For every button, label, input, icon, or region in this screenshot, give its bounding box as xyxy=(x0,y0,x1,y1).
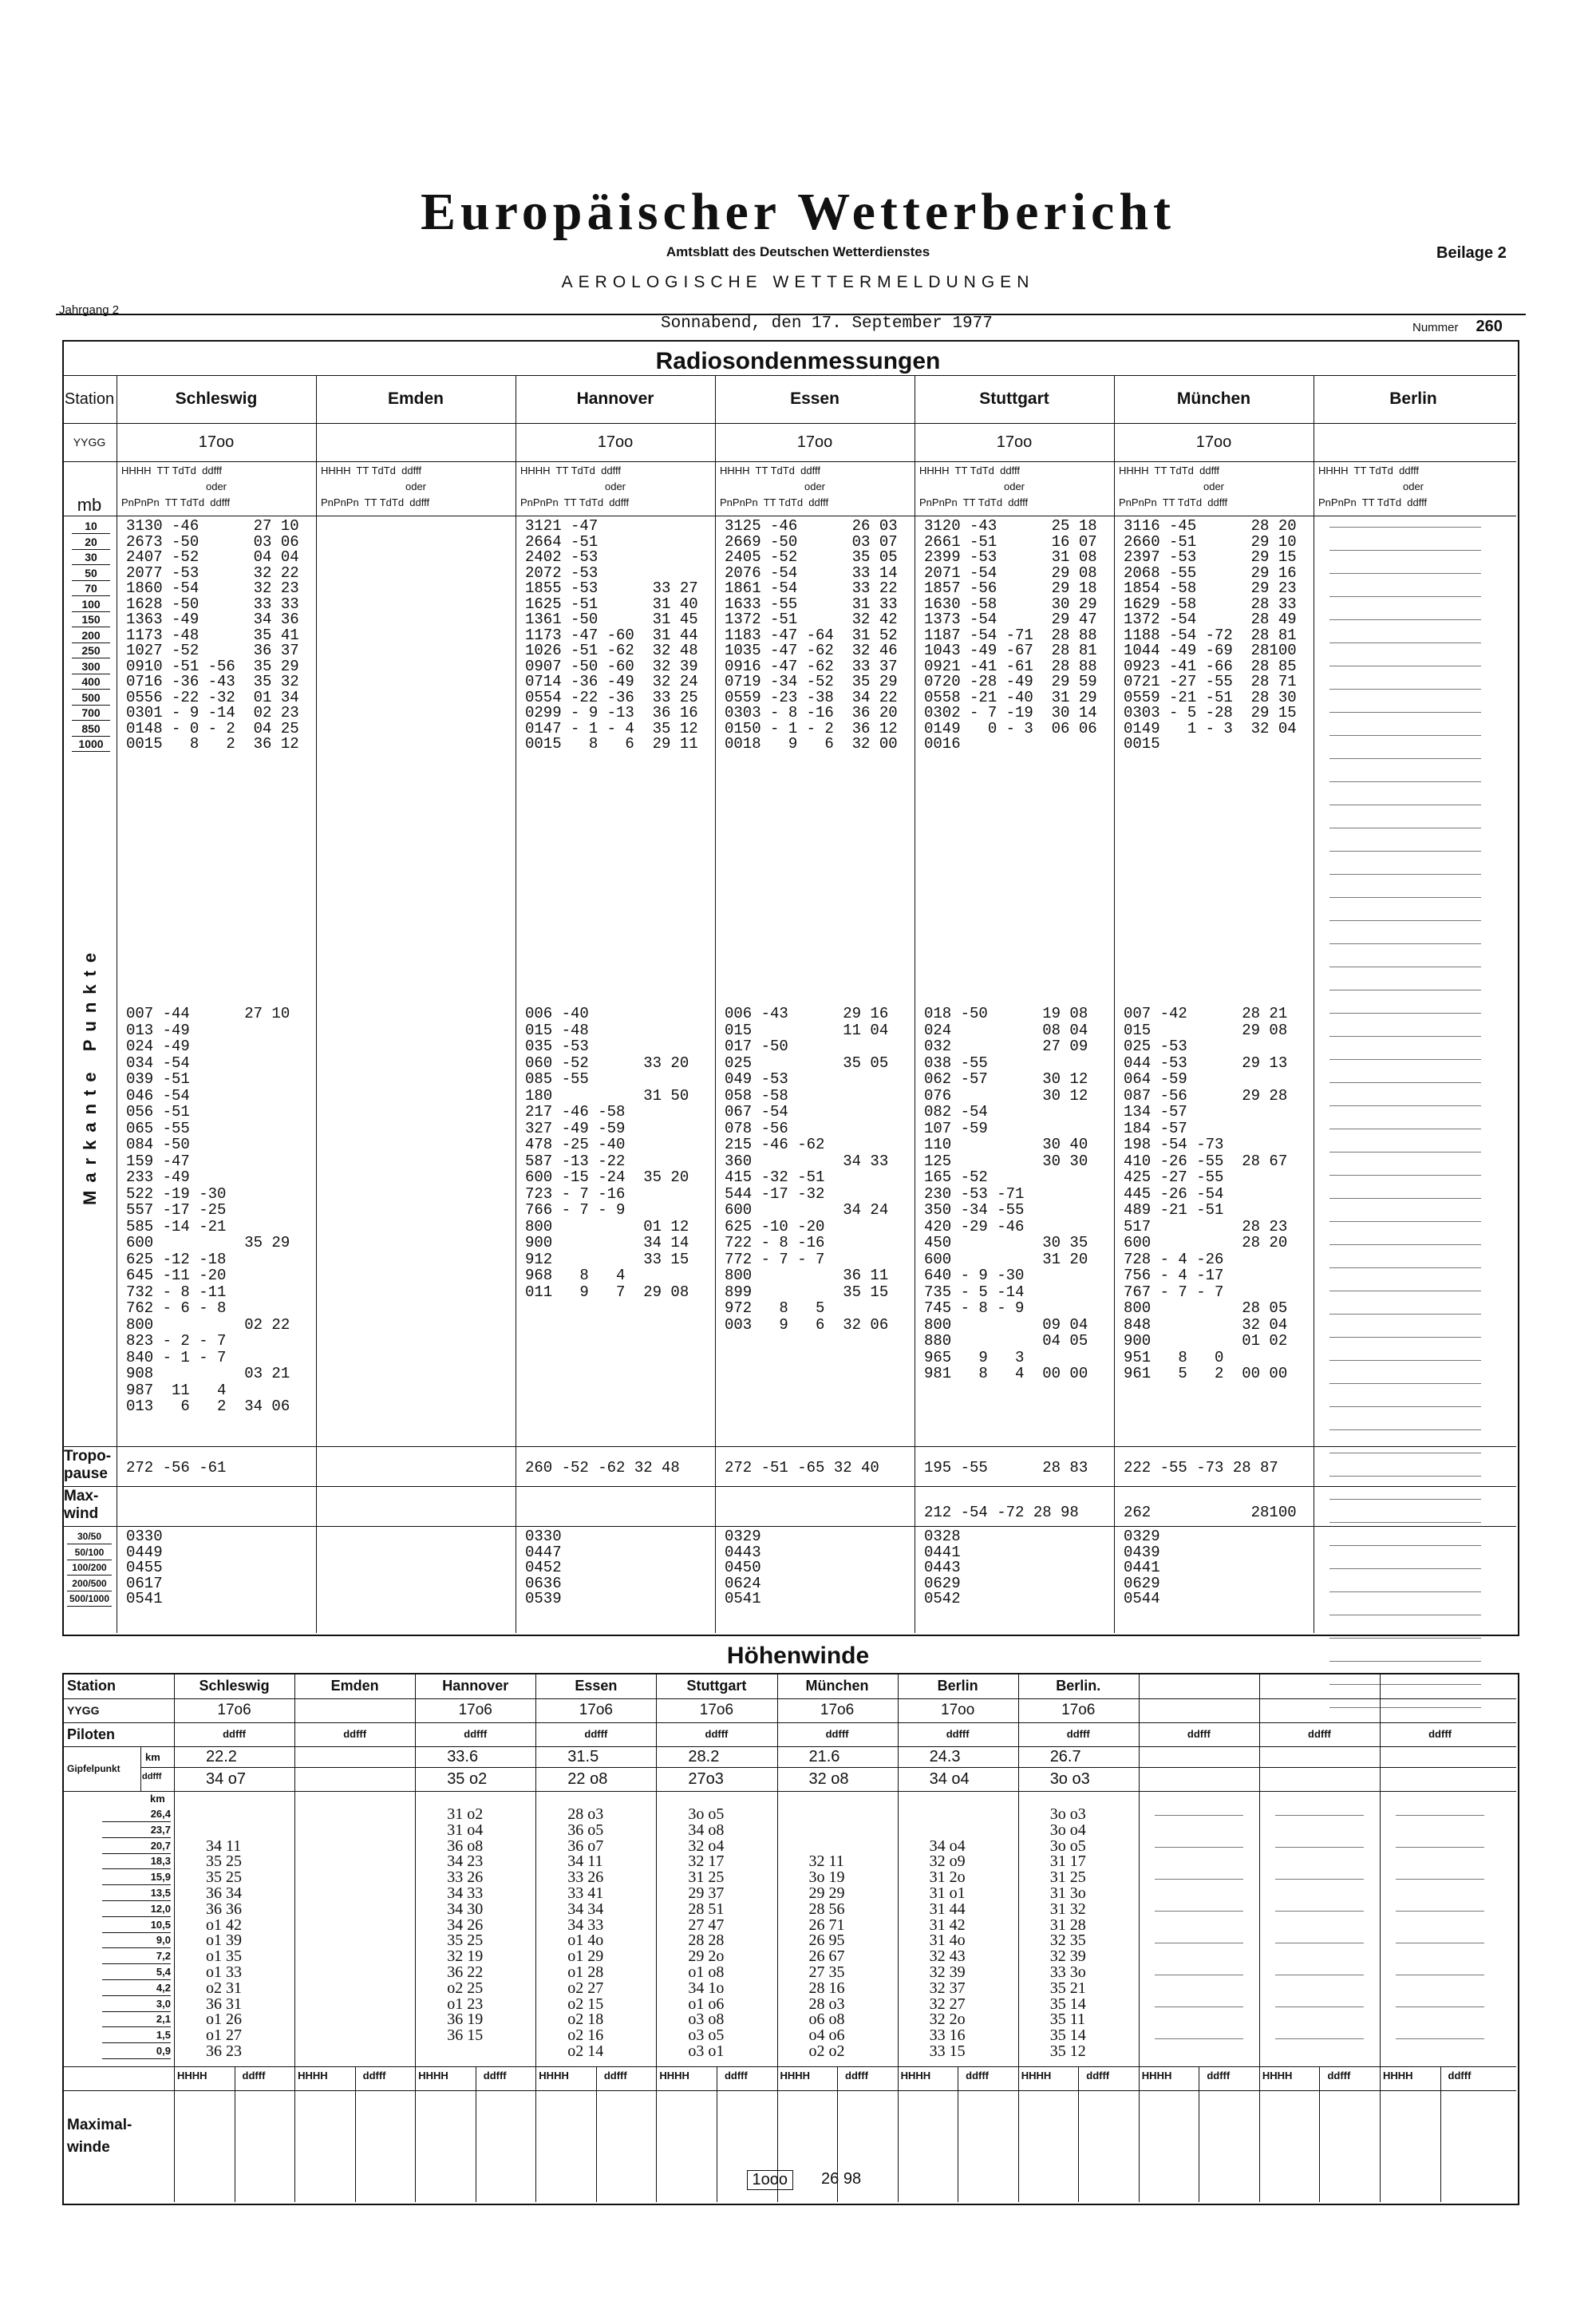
hw-row-line xyxy=(62,2066,1516,2067)
blank-entry-line xyxy=(1396,1847,1484,1848)
blank-entry-line xyxy=(1329,527,1481,528)
blank-entry-line xyxy=(1329,874,1481,875)
station-yygg: 17oo xyxy=(996,433,1033,451)
hw-hhhh-header: HHHH xyxy=(659,2069,689,2082)
hw-row-line xyxy=(62,2090,1516,2091)
col-header-2: PnPnPn TT TdTd ddfff xyxy=(720,496,829,508)
page-subtitle: Amtsblatt des Deutschen Wetterdienstes xyxy=(666,244,930,259)
hw-ddfff-header: ddfff xyxy=(343,1728,367,1740)
col-header-1: HHHH TT TdTd ddfff xyxy=(1318,465,1419,476)
hw-station-name: Emden xyxy=(330,1678,379,1694)
hw-km-label: km xyxy=(145,1751,160,1763)
hw-ddfff-header: ddfff xyxy=(1086,2069,1110,2082)
height-level-label: 18,3 xyxy=(102,1854,171,1869)
hw-station-name: Hannover xyxy=(442,1678,509,1694)
shear-data: 0330 0447 0452 0636 0539 xyxy=(525,1528,562,1607)
blank-entry-line xyxy=(1329,1175,1481,1176)
blank-entry-line xyxy=(1155,1879,1243,1880)
hw-station-yygg: 17o6 xyxy=(579,1702,613,1718)
height-level-label: 7,2 xyxy=(102,1949,171,1964)
hw-max-split xyxy=(596,2066,597,2202)
hw-row-line xyxy=(140,1767,1516,1768)
hw-hhhh-header: HHHH xyxy=(900,2069,931,2082)
blank-entry-line xyxy=(1329,1591,1481,1592)
col-header-1: HHHH TT TdTd ddfff xyxy=(1119,465,1219,476)
page-title: Europäischer Wetterbericht xyxy=(420,183,1176,241)
hw-station-yygg: 17o6 xyxy=(1061,1702,1096,1718)
hw-hhhh-header: HHHH xyxy=(1021,2069,1052,2082)
mb-level-label: 700 xyxy=(72,706,110,721)
marked-points-data: 007 -44 27 10 013 -49 024 -49 034 -54 039 -51 046 -54 056 -51 065 -55 084 -50 159 -47 233 -49 522 -19 -30 557 -17 -25 585 -14 -21 600 35 29 625 -12 -18 645 -11 -20 732 - 8 -11 762 - 6 - 8 800 02 22 823 - 2 - 7 840 - 1 - 7 908 03 21 987 11 4 013 6 2 34 06 xyxy=(126,1005,290,1415)
header-rule xyxy=(56,314,1526,315)
hw-ddfff-header: ddfff xyxy=(584,1728,608,1740)
hw-gipfel-km: 31.5 xyxy=(567,1748,599,1765)
tropopause-data: 272 -56 -61 xyxy=(126,1459,227,1477)
hw-col-line xyxy=(656,1673,657,2202)
supplement-label: Beilage 2 xyxy=(1436,244,1507,262)
blank-entry-line xyxy=(1329,1337,1481,1338)
station-name-Emden: Emden xyxy=(387,389,444,408)
hw-ddfff-header: ddfff xyxy=(464,1728,488,1740)
hw-col-line xyxy=(1018,1673,1019,2202)
blank-entry-line xyxy=(1329,758,1481,759)
hw-station-yygg: 17o6 xyxy=(820,1702,855,1718)
blank-entry-line xyxy=(1329,943,1481,944)
hw-gipfel-km: 28.2 xyxy=(688,1748,720,1765)
issue-number-value: 260 xyxy=(1476,318,1503,335)
shear-data: 0329 0439 0441 0629 0544 xyxy=(1124,1528,1160,1607)
hw-station-name xyxy=(1259,1673,1380,1698)
hw-ddfff-header: ddfff xyxy=(845,2069,868,2082)
hw-col-line xyxy=(1259,1673,1260,2202)
hw-row-line xyxy=(62,1746,1516,1747)
maxwind-data: 262 28100 xyxy=(1124,1504,1297,1521)
section-caption: AEROLOGISCHE WETTERMELDUNGEN xyxy=(561,273,1035,291)
hw-station-yygg: 17oo xyxy=(941,1702,975,1718)
mb-level-label: 400 xyxy=(72,674,110,690)
shear-data: 0329 0443 0450 0624 0541 xyxy=(725,1528,761,1607)
hw-wind-values: 28 o3 36 o5 36 o7 34 11 33 26 33 41 34 34 34 33 o1 4o o1 29 o1 28 o2 27 o2 15 o2 18 o2 16 o2 14 xyxy=(567,1805,604,2060)
blank-entry-line xyxy=(1329,1568,1481,1569)
hw-gipfel-km: 33.6 xyxy=(447,1748,479,1765)
station-name-Essen: Essen xyxy=(790,389,839,408)
hw-ddfff-header: ddfff xyxy=(1448,2069,1472,2082)
hw-piloten-label: Piloten xyxy=(67,1726,116,1742)
hw-station-yygg: 17o6 xyxy=(458,1702,492,1718)
hw-col-line xyxy=(294,1673,295,2202)
blank-entry-line xyxy=(1329,619,1481,620)
hw-hhhh-header: HHHH xyxy=(780,2069,811,2082)
marked-points-label: Markante Punkte xyxy=(80,944,100,1205)
hw-gipfel-split xyxy=(140,1746,141,1791)
hw-gipfel-ddfff: 34 o4 xyxy=(929,1770,970,1788)
rs-row-line xyxy=(62,1526,1516,1527)
issue-number-label: Nummer xyxy=(1412,321,1459,334)
hw-station-name: Berlin. xyxy=(1056,1678,1101,1694)
station-yygg: 17oo xyxy=(796,433,833,451)
blank-entry-line xyxy=(1275,2006,1364,2007)
shear-level-label: 500/1000 xyxy=(67,1591,112,1607)
hw-km-unit: km xyxy=(150,1793,165,1805)
blank-entry-line xyxy=(1329,642,1481,643)
blank-entry-line xyxy=(1329,1221,1481,1222)
hw-max-split xyxy=(1078,2066,1079,2202)
station-yygg xyxy=(1314,423,1513,461)
col-header-oder: oder xyxy=(1003,480,1025,492)
blank-entry-line xyxy=(1329,1036,1481,1037)
hw-gipfel-ddfff: 34 o7 xyxy=(206,1770,247,1788)
hw-maximal-label: Maximal-winde xyxy=(67,2116,132,2156)
hw-gipfel-km: 21.6 xyxy=(808,1748,840,1765)
hw-wind-values: 32 11 3o 19 29 29 28 56 26 71 26 95 26 67 27 35 28 16 28 o3 o6 o8 o4 o6 o2 o2 xyxy=(808,1852,845,2060)
col-header-2: PnPnPn TT TdTd ddfff xyxy=(321,496,430,508)
blank-entry-line xyxy=(1329,550,1481,551)
station-name-Berlin: Berlin xyxy=(1389,389,1437,408)
hw-wind-values: 3o o5 34 o8 32 o4 32 17 31 25 29 37 28 51 27 47 28 28 29 2o o1 o8 34 1o o1 o6 o3 o8 o3 o5 o3 o1 xyxy=(688,1805,725,2060)
hw-ddfff-header: ddfff xyxy=(724,2069,748,2082)
hw-gipfel-label: Gipfelpunkt xyxy=(67,1763,120,1774)
hw-maxwind-height: 1ooo xyxy=(747,2170,794,2190)
mb-level-label: 500 xyxy=(72,690,110,706)
hw-ddfff-header: ddfff xyxy=(966,2069,990,2082)
height-level-label: 1,5 xyxy=(102,2028,171,2043)
hw-gipfel-km: 26.7 xyxy=(1049,1748,1081,1765)
height-level-label: 10,5 xyxy=(102,1918,171,1933)
hw-hhhh-header: HHHH xyxy=(1383,2069,1413,2082)
hw-ddfff-header: ddfff xyxy=(946,1728,970,1740)
volume-label: Jahrgang 2 xyxy=(59,303,120,317)
blank-entry-line xyxy=(1329,1013,1481,1014)
shear-level-label: 200/500 xyxy=(67,1576,112,1591)
blank-entry-line xyxy=(1396,2006,1484,2007)
blank-entry-line xyxy=(1329,1383,1481,1384)
hw-col-line xyxy=(1380,1673,1381,2202)
blank-entry-line xyxy=(1396,1879,1484,1880)
tropopause-data: 260 -52 -62 32 48 xyxy=(525,1459,680,1477)
marked-points-data: 018 -50 19 08 024 08 04 032 27 09 038 -55 062 -57 30 12 076 30 12 082 -54 107 -59 110 30 40 125 30 30 165 -52 230 -53 -71 350 -34 -55 420 -29 -46 450 30 35 600 31 20 640 - 9 -30 735 - 5 -14 745 - 8 - 9 800 09 04 880 04 05 965 9 3 981 8 4 00 00 xyxy=(924,1005,1088,1382)
height-level-label: 12,0 xyxy=(102,1902,171,1917)
mb-level-label: 20 xyxy=(72,535,110,550)
issue-number xyxy=(1412,318,1503,336)
mb-level-label: 70 xyxy=(72,581,110,596)
standard-levels-data: 3120 -43 25 18 2661 -51 16 07 2399 -53 31 08 2071 -54 29 08 1857 -56 29 18 1630 -58 30 29 1373 -54 29 47 1187 -54 -71 28 88 1043 -49 -67 28 81 0921 -41 -61 28 88 0720 -28 -49 29 59 0558 -21 -40 31 29 0302 - 7 -19 30 14 0149 0 - 3 06 06 0016 xyxy=(924,517,1097,753)
hw-wind-values: 34 11 35 25 35 25 36 34 36 36 o1 42 o1 39 o1 35 o1 33 o2 31 36 31 o1 26 o1 27 36 23 xyxy=(206,1836,242,2060)
station-yygg: 17oo xyxy=(1195,433,1232,451)
hw-ddfff-header: ddfff xyxy=(1327,2069,1351,2082)
hw-hhhh-header: HHHH xyxy=(418,2069,448,2082)
blank-entry-line xyxy=(1329,1476,1481,1477)
col-header-oder: oder xyxy=(205,480,227,492)
marked-points-data: 006 -40 015 -48 035 -53 060 -52 33 20 085 -55 180 31 50 217 -46 -58 327 -49 -59 478 -25 -40 587 -13 -22 600 -15 -24 35 20 723 - 7 -16 766 - 7 - 9 800 01 12 900 34 14 912 33 15 968 8 4 011 9 7 29 08 xyxy=(525,1005,689,1301)
blank-entry-line xyxy=(1275,1911,1364,1912)
col-header-oder: oder xyxy=(1203,480,1225,492)
blank-entry-line xyxy=(1329,920,1481,921)
rs-col-line xyxy=(1114,375,1115,1633)
blank-entry-line xyxy=(1275,1815,1364,1816)
hw-station-yygg: 17o6 xyxy=(217,1702,251,1718)
station-name-Stuttgart: Stuttgart xyxy=(979,389,1049,408)
hw-station-name: Essen xyxy=(575,1678,618,1694)
rs-col-line xyxy=(715,375,716,1633)
col-header-1: HHHH TT TdTd ddfff xyxy=(520,465,621,476)
hw-ddfff-header: ddfff xyxy=(1428,1728,1452,1740)
station-name-Hannover: Hannover xyxy=(576,389,654,408)
radiosonde-title: Radiosondenmessungen xyxy=(655,348,941,374)
blank-entry-line xyxy=(1275,1847,1364,1848)
hw-col-line xyxy=(1139,1673,1140,2202)
height-level-label: 15,9 xyxy=(102,1870,171,1885)
blank-entry-line xyxy=(1329,712,1481,713)
height-level-label: 2,1 xyxy=(102,2012,171,2027)
hw-ddfff-header: ddfff xyxy=(825,1728,849,1740)
hw-station-name: München xyxy=(805,1678,869,1694)
mb-level-label: 150 xyxy=(72,612,110,627)
col-header-oder: oder xyxy=(604,480,626,492)
blank-entry-line xyxy=(1329,1314,1481,1315)
blank-entry-line xyxy=(1396,1911,1484,1912)
height-level-label: 3,0 xyxy=(102,1997,171,2012)
blank-entry-line xyxy=(1329,1105,1481,1106)
mb-level-label: 250 xyxy=(72,643,110,658)
tropopause-data: 272 -51 -65 32 40 xyxy=(725,1459,879,1477)
blank-entry-line xyxy=(1155,2038,1243,2039)
station-label: Station xyxy=(64,389,115,408)
hw-ddfff-header: ddfff xyxy=(1308,1728,1331,1740)
tropopause-data: 222 -55 -73 28 87 xyxy=(1124,1459,1278,1477)
rs-row-line xyxy=(62,1486,1516,1487)
hw-hhhh-header: HHHH xyxy=(1141,2069,1172,2082)
mb-level-label: 30 xyxy=(72,550,110,565)
hw-wind-values: 34 o4 32 o9 31 2o 31 o1 31 44 31 42 31 4o 32 43 32 39 32 37 32 27 32 2o 33 16 33 15 xyxy=(929,1836,966,2060)
hw-max-split xyxy=(355,2066,356,2202)
blank-entry-line xyxy=(1275,2038,1364,2039)
mb-level-label: 300 xyxy=(72,659,110,674)
station-yygg xyxy=(316,423,516,461)
hw-ddfff-header: ddfff xyxy=(223,1728,246,1740)
hw-max-split xyxy=(1440,2066,1441,2202)
hw-ddfff-label: ddfff xyxy=(142,1772,162,1781)
hw-hhhh-header: HHHH xyxy=(177,2069,207,2082)
tropopause-label: Tropo-pause xyxy=(64,1448,112,1482)
col-header-1: HHHH TT TdTd ddfff xyxy=(919,465,1020,476)
height-level-label: 5,4 xyxy=(102,1965,171,1980)
col-header-2: PnPnPn TT TdTd ddfff xyxy=(1119,496,1228,508)
standard-levels-data: 3125 -46 26 03 2669 -50 03 07 2405 -52 35 05 2076 -54 33 14 1861 -54 33 22 1633 -55 31 33 1372 -51 32 42 1183 -47 -64 31 52 1035 -47 -62 32 46 0916 -47 -62 33 37 0719 -34 -52 35 29 0559 -23 -38 34 22 0303 - 8 -16 36 20 0150 - 1 - 2 36 12 0018 9 6 32 00 xyxy=(725,517,898,753)
hw-station-name: Stuttgart xyxy=(686,1678,747,1694)
standard-levels-data: 3130 -46 27 10 2673 -50 03 06 2407 -52 04 04 2077 -53 32 22 1860 -54 32 23 1628 -50 33 33 1363 -49 34 36 1173 -48 35 41 1027 -52 36 37 0910 -51 -56 35 29 0716 -36 -43 35 32 0556 -22 -32 01 34 0301 - 9 -14 02 23 0148 - 0 - 2 04 25 0015 8 2 36 12 xyxy=(126,517,299,753)
shear-level-label: 100/200 xyxy=(67,1560,112,1576)
hw-station-name: Berlin xyxy=(937,1678,978,1694)
hw-station-yygg xyxy=(1259,1698,1380,1722)
maxwind-data: 212 -54 -72 28 98 xyxy=(924,1504,1079,1521)
mb-level-label: 10 xyxy=(72,519,110,534)
hw-maxwind-value: 26 98 xyxy=(821,2169,862,2188)
height-level-label: 26,4 xyxy=(102,1807,171,1822)
station-name-München: München xyxy=(1176,389,1251,408)
hw-col-line xyxy=(535,1673,536,2202)
shear-level-label: 30/50 xyxy=(67,1529,112,1544)
hw-wind-values: 31 o2 31 o4 36 o8 34 23 33 26 34 33 34 30 34 26 35 25 32 19 36 22 o2 25 o1 23 36 19 36 15 xyxy=(447,1805,484,2045)
hw-gipfel-km: 22.2 xyxy=(206,1748,237,1765)
blank-entry-line xyxy=(1396,2038,1484,2039)
rs-row-line xyxy=(62,1446,1516,1447)
hw-station-yygg xyxy=(294,1698,415,1722)
hw-hhhh-header: HHHH xyxy=(1262,2069,1293,2082)
height-level-label: 4,2 xyxy=(102,1981,171,1996)
station-name-Schleswig: Schleswig xyxy=(175,389,258,408)
marked-points-data: 007 -42 28 21 015 29 08 025 -53 044 -53 29 13 064 -59 087 -56 29 28 134 -57 184 -57 198 -54 -73 410 -26 -55 28 67 425 -27 -55 445 -26 -54 489 -21 -51 517 28 23 600 28 20 728 - 4 -26 756 - 4 -17 767 - 7 - 7 800 28 05 848 32 04 900 01 02 951 8 0 961 5 2 00 00 xyxy=(1124,1005,1288,1382)
blank-entry-line xyxy=(1329,1499,1481,1500)
hw-station-name xyxy=(1380,1673,1500,1698)
height-level-label: 9,0 xyxy=(102,1933,171,1948)
hw-wind-values: 3o o3 3o o4 3o o5 31 17 31 25 31 3o 31 32 31 28 32 35 32 39 33 3o 35 21 35 14 35 11 35 14 35 12 xyxy=(1049,1805,1086,2060)
blank-entry-line xyxy=(1329,1059,1481,1060)
blank-entry-line xyxy=(1329,781,1481,782)
standard-levels-data: 3116 -45 28 20 2660 -51 29 10 2397 -53 29 15 2068 -55 29 16 1854 -58 29 23 1629 -58 28 33 1372 -54 28 49 1188 -54 -72 28 81 1044 -49 -69 28100 0923 -41 -66 28 85 0721 -27 -55 28 71 0559 -21 -51 28 30 0303 - 5 -28 29 15 0149 1 - 3 32 04 0015 xyxy=(1124,517,1297,753)
col-header-2: PnPnPn TT TdTd ddfff xyxy=(1318,496,1428,508)
hw-station-yygg xyxy=(1139,1698,1259,1722)
shear-level-label: 50/100 xyxy=(67,1545,112,1560)
marked-points-data: 006 -43 29 16 015 11 04 017 -50 025 35 05 049 -53 058 -58 067 -54 078 -56 215 -46 -62 360 34 33 415 -32 -51 544 -17 -32 600 34 24 625 -10 -20 722 - 8 -16 772 - 7 - 7 800 36 11 899 35 15 972 8 5 003 9 6 32 06 xyxy=(725,1005,889,1334)
blank-entry-line xyxy=(1275,1879,1364,1880)
height-level-label: 13,5 xyxy=(102,1886,171,1901)
yygg-label: YYGG xyxy=(73,436,106,449)
hw-col-line xyxy=(777,1673,778,2202)
col-header-1: HHHH TT TdTd ddfff xyxy=(121,465,222,476)
blank-entry-line xyxy=(1329,1406,1481,1407)
rs-row-line xyxy=(62,461,1516,462)
hw-yygg-label: YYGG xyxy=(67,1704,100,1717)
blank-entry-line xyxy=(1329,1429,1481,1430)
hw-gipfel-ddfff: 22 o8 xyxy=(567,1770,608,1788)
station-yygg: 17oo xyxy=(597,433,634,451)
mb-level-label: 1000 xyxy=(72,737,110,752)
hoehenwinde-title: Höhenwinde xyxy=(726,1643,870,1669)
blank-entry-line xyxy=(1155,1911,1243,1912)
hw-gipfel-ddfff: 35 o2 xyxy=(447,1770,488,1788)
hw-station-yygg: 17o6 xyxy=(699,1702,734,1718)
standard-levels-data: 3121 -47 2664 -51 2402 -53 2072 -53 1855 -53 33 27 1625 -51 31 40 1361 -50 31 45 1173 -47 -60 31 44 1026 -51 -62 32 48 0907 -50 -60 32 39 0714 -36 -49 32 24 0554 -22 -36 33 25 0299 - 9 -13 36 16 0147 - 1 - 4 35 12 0015 8 6 29 11 xyxy=(525,517,698,753)
station-yygg: 17oo xyxy=(198,433,235,451)
hw-col-line xyxy=(898,1673,899,2202)
maxwind-label: Max-wind xyxy=(64,1488,99,1522)
hw-station-yygg xyxy=(1380,1698,1500,1722)
blank-entry-line xyxy=(1329,1198,1481,1199)
blank-entry-line xyxy=(1155,2006,1243,2007)
blank-entry-line xyxy=(1329,1522,1481,1523)
hw-ddfff-header: ddfff xyxy=(242,2069,266,2082)
blank-entry-line xyxy=(1329,689,1481,690)
height-level-label: 20,7 xyxy=(102,1839,171,1854)
height-level-label: 23,7 xyxy=(102,1823,171,1838)
col-header-1: HHHH TT TdTd ddfff xyxy=(720,465,820,476)
rs-col-line xyxy=(316,375,317,1633)
col-header-1: HHHH TT TdTd ddfff xyxy=(321,465,421,476)
hw-ddfff-header: ddfff xyxy=(483,2069,507,2082)
hw-max-split xyxy=(1319,2066,1320,2202)
hw-hhhh-header: HHHH xyxy=(298,2069,328,2082)
blank-entry-line xyxy=(1396,1815,1484,1816)
shear-data: 0330 0449 0455 0617 0541 xyxy=(126,1528,163,1607)
blank-entry-line xyxy=(1329,897,1481,898)
blank-entry-line xyxy=(1329,1360,1481,1361)
hw-ddfff-header: ddfff xyxy=(1207,2069,1231,2082)
blank-entry-line xyxy=(1155,1815,1243,1816)
col-header-2: PnPnPn TT TdTd ddfff xyxy=(121,496,231,508)
hw-station-name xyxy=(1139,1673,1259,1698)
blank-entry-line xyxy=(1329,851,1481,852)
mb-level-label: 850 xyxy=(72,722,110,737)
hw-station-name: Schleswig xyxy=(199,1678,270,1694)
blank-entry-line xyxy=(1329,1244,1481,1245)
hw-gipfel-km: 24.3 xyxy=(929,1748,961,1765)
hw-gipfel-ddfff: 27o3 xyxy=(688,1770,724,1788)
hw-col-line xyxy=(415,1673,416,2202)
hw-gipfel-ddfff: 3o o3 xyxy=(1049,1770,1090,1788)
hw-station-label: Station xyxy=(67,1678,116,1694)
hw-ddfff-header: ddfff xyxy=(1066,1728,1090,1740)
col-header-oder: oder xyxy=(1402,480,1424,492)
blank-entry-line xyxy=(1329,1638,1481,1639)
col-header-2: PnPnPn TT TdTd ddfff xyxy=(520,496,630,508)
height-level-label: 0,9 xyxy=(102,2044,171,2059)
blank-entry-line xyxy=(1329,1545,1481,1546)
blank-entry-line xyxy=(1329,1082,1481,1083)
tropopause-data: 195 -55 28 83 xyxy=(924,1459,1088,1477)
hw-hhhh-header: HHHH xyxy=(539,2069,569,2082)
mb-level-label: 100 xyxy=(72,597,110,612)
col-header-2: PnPnPn TT TdTd ddfff xyxy=(919,496,1029,508)
col-header-oder: oder xyxy=(804,480,826,492)
hw-ddfff-header: ddfff xyxy=(705,1728,729,1740)
hw-label-col-line xyxy=(174,1673,175,2202)
hw-ddfff-header: ddfff xyxy=(1187,1728,1211,1740)
mb-label: mb xyxy=(77,495,102,515)
shear-data: 0328 0441 0443 0629 0542 xyxy=(924,1528,961,1607)
blank-entry-line xyxy=(1329,1267,1481,1268)
col-header-oder: oder xyxy=(405,480,427,492)
hoehenwinde-frame xyxy=(62,1673,1519,2205)
date-label: Sonnabend, den 17. September 1977 xyxy=(661,314,993,333)
mb-level-label: 200 xyxy=(72,628,110,643)
hw-gipfel-ddfff: 32 o8 xyxy=(808,1770,849,1788)
hw-ddfff-header: ddfff xyxy=(603,2069,627,2082)
hw-ddfff-header: ddfff xyxy=(362,2069,386,2082)
mb-level-label: 50 xyxy=(72,566,110,581)
blank-entry-line xyxy=(1329,573,1481,574)
blank-entry-line xyxy=(1155,1847,1243,1848)
blank-entry-line xyxy=(1329,596,1481,597)
blank-entry-line xyxy=(1329,735,1481,736)
hw-row-line xyxy=(62,1791,1516,1792)
